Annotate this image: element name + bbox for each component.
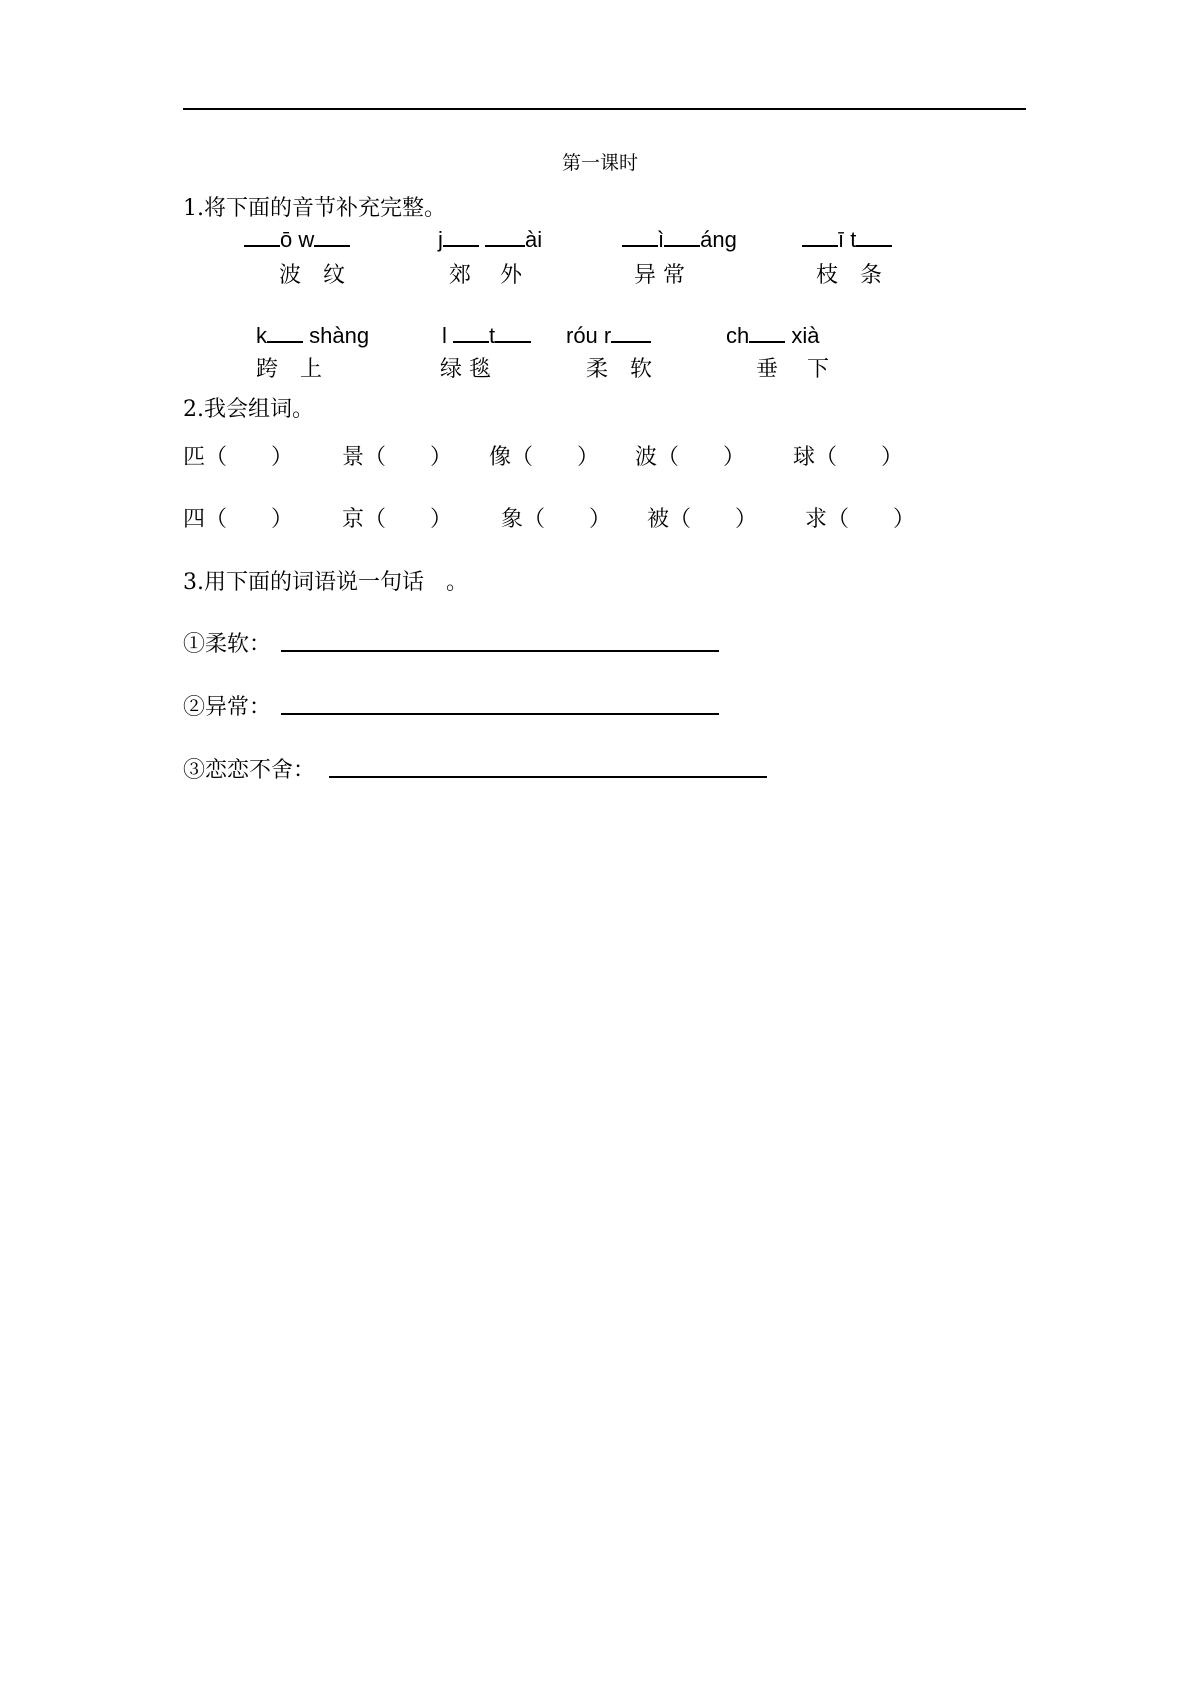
pinyin-blank[interactable] (267, 321, 303, 343)
word-item[interactable]: 像（ ） (489, 445, 600, 470)
word-item[interactable]: 球（ ） (793, 445, 904, 470)
pinyin-blank[interactable] (453, 321, 489, 343)
word-item[interactable]: 京（ ） (342, 507, 453, 532)
word-item[interactable]: 求（ ） (805, 507, 916, 532)
sentence-prompt: ②异常： (183, 695, 272, 720)
section3-heading: 3.用下面的词语说一句话 。 (183, 570, 468, 595)
pinyin-blank[interactable] (622, 225, 658, 247)
pinyin-blank[interactable] (856, 225, 892, 247)
hanzi-word: 波 纹 (279, 263, 346, 288)
sentence-prompt: ①柔软： (183, 632, 272, 657)
hanzi-word: 枝 条 (816, 263, 883, 288)
pinyin-item: róu r (566, 321, 651, 349)
pinyin-item: ō w (244, 225, 350, 253)
pinyin-blank[interactable] (244, 225, 280, 247)
hanzi-word: 跨 上 (256, 357, 323, 382)
word-item[interactable]: 象（ ） (501, 507, 612, 532)
pinyin-blank[interactable] (664, 225, 700, 247)
pinyin-item: ì áng (622, 225, 737, 253)
pinyin-item: ch xià (726, 323, 820, 348)
top-rule (183, 108, 1026, 110)
page-title: 第一课时 (561, 152, 638, 174)
answer-line[interactable] (281, 650, 719, 652)
pinyin-blank[interactable] (443, 225, 479, 247)
word-item[interactable]: 被（ ） (647, 507, 758, 532)
section1-heading: 1.将下面的音节补充完整。 (183, 196, 446, 221)
answer-line[interactable] (329, 776, 767, 778)
hanzi-word: 柔 软 (586, 357, 653, 382)
section2-heading: 2.我会组词。 (183, 397, 314, 422)
sentence-prompt: ③恋恋不舍： (183, 758, 316, 783)
hanzi-word: 垂 下 (756, 357, 829, 382)
pinyin-item: ī t (802, 225, 892, 253)
pinyin-blank[interactable] (314, 225, 350, 247)
pinyin-item: l t (442, 321, 531, 349)
word-item[interactable]: 匹（ ） (183, 445, 294, 470)
hanzi-word: 异 常 (634, 263, 685, 288)
pinyin-blank[interactable] (495, 321, 531, 343)
hanzi-word: 绿 毯 (440, 357, 491, 382)
word-item[interactable]: 波（ ） (635, 445, 746, 470)
pinyin-blank[interactable] (749, 321, 785, 343)
word-item[interactable]: 四（ ） (183, 507, 294, 532)
pinyin-blank[interactable] (802, 225, 838, 247)
pinyin-blank[interactable] (485, 225, 525, 247)
pinyin-item: k shàng (256, 323, 370, 348)
answer-line[interactable] (281, 713, 719, 715)
word-item[interactable]: 景（ ） (342, 445, 453, 470)
hanzi-word: 郊 外 (449, 263, 522, 288)
pinyin-item: j ài (438, 227, 543, 252)
pinyin-blank[interactable] (611, 321, 651, 343)
